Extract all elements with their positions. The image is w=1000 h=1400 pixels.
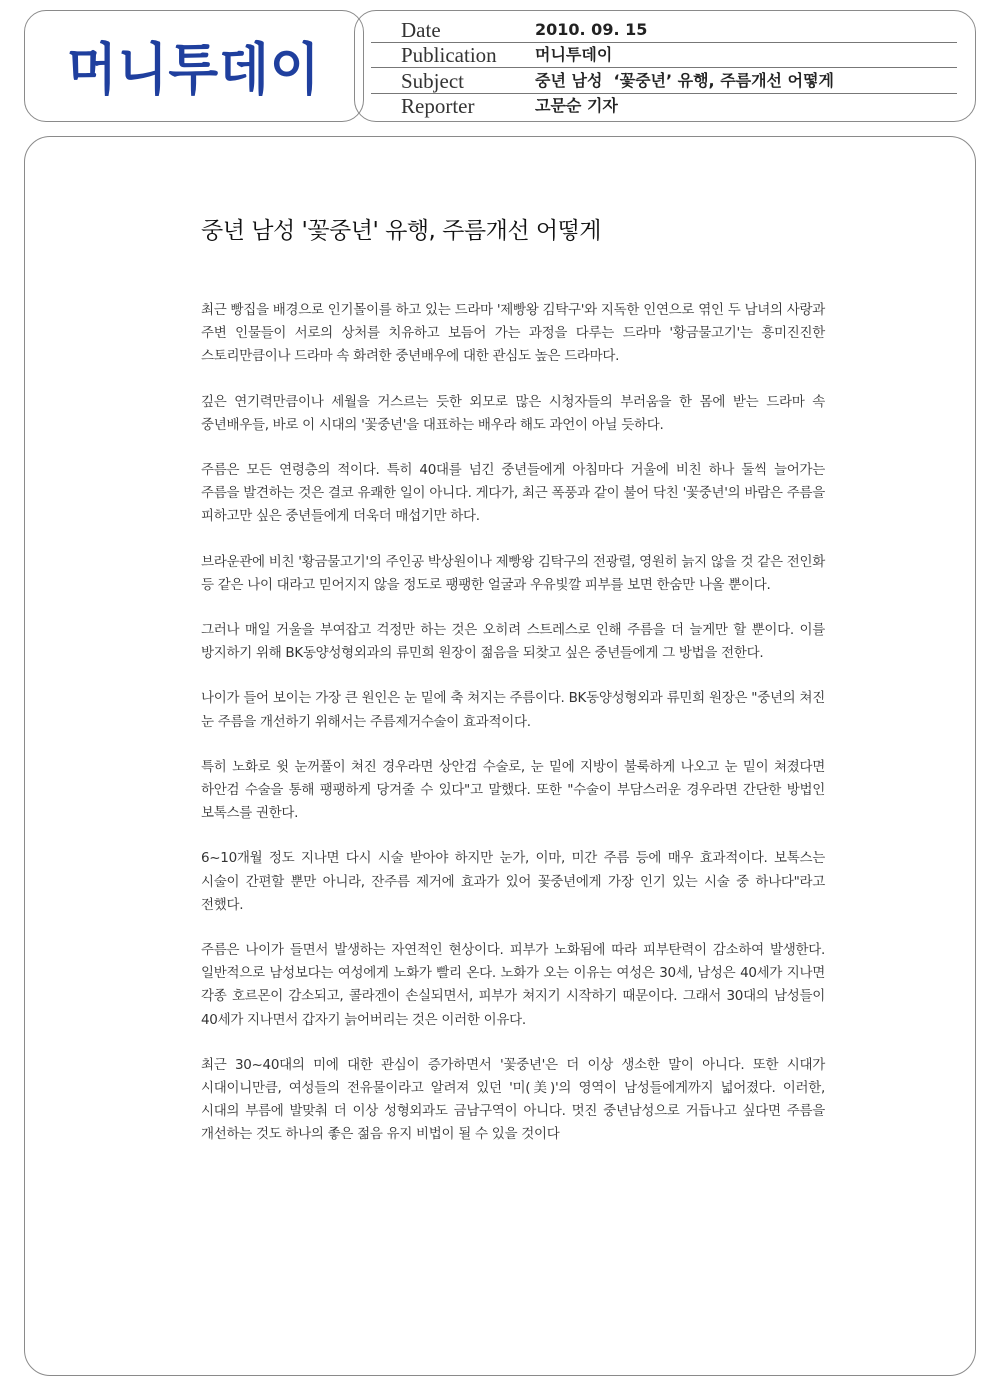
meta-label-date: Date <box>401 17 441 42</box>
article-paragraph: 브라운관에 비친 '황금물고기'의 주인공 박상원이나 제빵왕 김탁구의 전광렬, 영원히 늙지 않을 것 같은 전인화 등 같은 나이 대라고 믿어지지 않을 정도로 팽팽한 얼굴과 우유빛깔 피부를 보면 한숨만 나올 뿐이다. <box>201 553 825 593</box>
article-paragraph: 특히 노화로 윗 눈꺼풀이 쳐진 경우라면 상안검 수술로, 눈 밑에 지방이 불룩하게 나오고 눈 밑이 쳐졌다면 하안검 수술을 통해 팽팽하게 당겨줄 수 있다"고 말했다. 또한 "수술이 부담스러운 경우라면 간단한 방법인 보톡스를 권한다. <box>201 758 825 822</box>
meta-label-publication: Publication <box>401 43 497 67</box>
meta-value-subject: 중년 남성 ‘꽃중년’ 유행, 주름개선 어떻게 <box>535 70 834 90</box>
article-title: 중년 남성 '꽃중년' 유행, 주름개선 어떻게 <box>201 218 601 244</box>
article-paragraph: 깊은 연기력만큼이나 세월을 거스르는 듯한 외모로 많은 시청자들의 부러움을 한 몸에 받는 드라마 속 중년배우들, 바로 이 시대의 '꽃중년'을 대표하는 배우라 해도 과언이 아닐 듯하다. <box>201 393 825 433</box>
article-paragraph: 최근 빵집을 배경으로 인기몰이를 하고 있는 드라마 '제빵왕 김탁구'와 지독한 인연으로 엮인 두 남녀의 사랑과 주변 인물들이 서로의 상처를 치유하고 보듬어 가는 과정을 다루는 드라마 '황금물고기'는 흥미진진한 스토리만큼이나 드라마 속 화려한 중년배우에 대한 관심도 높은 드라마다. <box>201 302 825 365</box>
publication-logo: 머니투데이 <box>67 38 321 103</box>
article-body <box>201 212 825 1169</box>
meta-row-date <box>371 17 957 43</box>
article-paragraph: 나이가 들어 보이는 가장 큰 원인은 눈 밑에 축 쳐지는 주름이다. BK동양성형외과 류민희 원장은 "중년의 쳐진 눈 주름을 개선하기 위해서는 주름제거수술이 효과적이다. <box>201 690 825 730</box>
meta-row-publication <box>371 43 957 69</box>
meta-label-subject: Subject <box>401 68 464 93</box>
article-panel <box>24 136 976 1376</box>
article-paragraph: 최근 30~40대의 미에 대한 관심이 증가하면서 '꽃중년'은 더 이상 생소한 말이 아니다. 또한 시대가 시대이니만큼, 여성들의 전유물이라고 알려져 있던 '미(美)'의 영역이 남성들에게까지 넓어졌다. 이러한, 시대의 부름에 발맞춰 더 이상 성형외과도 금남구역이 아니다. 멋진 중년남성으로 거듭나고 싶다면 주름을 개선하는 것도 하나의 좋은 젊음 유지 비법이 될 수 있을 것이다 <box>201 1056 825 1143</box>
article-paragraph: 그러나 매일 거울을 부여잡고 걱정만 하는 것은 오히려 스트레스로 인해 주름을 더 늘게만 할 뿐이다. 이를 방지하기 위해 BK동양성형외과의 류민희 원장이 젊음을 되찾고 싶은 중년들에게 그 방법을 전한다. <box>201 622 825 662</box>
meta-value-reporter: 고문순 기자 <box>535 96 618 115</box>
meta-row-reporter <box>371 94 957 119</box>
meta-row-subject <box>371 68 957 94</box>
article-paragraph: 6~10개월 정도 지나면 다시 시술 받아야 하지만 눈가, 이마, 미간 주름 등에 매우 효과적이다. 보톡스는 시술이 간편할 뿐만 아니라, 잔주름 제거에 효과가 있어 꽃중년에게 가장 인기 있는 시술 중 하나다"라고 전했다. <box>201 850 825 913</box>
logo-panel <box>24 10 364 122</box>
meta-value-date: 2010. 09. 15 <box>535 19 648 39</box>
meta-value-publication: 머니투데이 <box>535 45 613 64</box>
metadata-panel <box>354 10 976 122</box>
article-paragraph: 주름은 나이가 들면서 발생하는 자연적인 현상이다. 피부가 노화됨에 따라 피부탄력이 감소하여 발생한다. 일반적으로 남성보다는 여성에게 노화가 빨리 온다. 노화가 오는 이유는 여성은 30세, 남성은 40세가 지나면 각종 호르몬이 감소되고, 콜라겐이 손실되면서, 피부가 쳐지기 시작하기 때문이다. 그래서 30대의 남성들이 40세가 지나면서 갑자기 늙어버리는 것은 이러한 이유다. <box>201 942 825 1028</box>
meta-label-reporter: Reporter <box>401 94 475 118</box>
article-paragraph: 주름은 모든 연령층의 적이다. 특히 40대를 넘긴 중년들에게 아침마다 거울에 비친 하나 둘씩 늘어가는 주름을 발견하는 것은 결코 유쾌한 일이 아니다. 게다가, 최근 폭풍과 같이 불어 닥친 '꽃중년'의 바람은 주름을 피하고만 싶은 중년들에게 더욱더 매섭기만 하다. <box>201 462 825 525</box>
